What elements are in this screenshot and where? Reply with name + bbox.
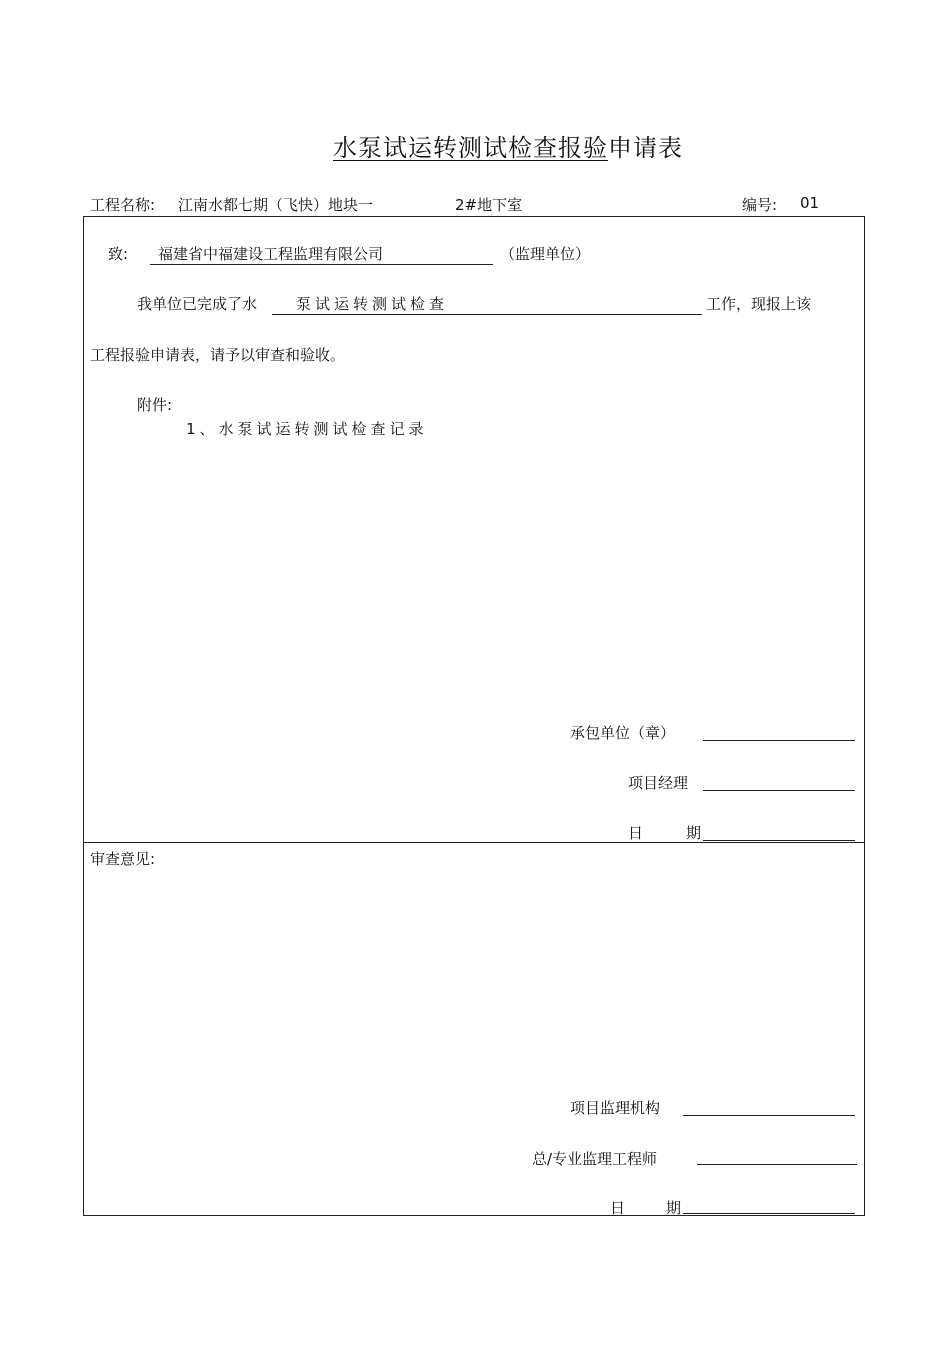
done-suffix: 工作，现报上该 xyxy=(706,295,812,313)
manager-line xyxy=(703,790,855,791)
attach-item: 1、水泵试运转测试检查记录 xyxy=(186,420,428,438)
review-org-label: 项目监理机构 xyxy=(570,1099,661,1117)
review-date-line xyxy=(683,1213,855,1214)
review-engineer-label: 总/专业监理工程师 xyxy=(532,1150,658,1168)
number-label: 编号: xyxy=(742,196,778,214)
manager-label: 项目经理 xyxy=(628,774,689,792)
supervisor-company: 福建省中福建设工程监理有限公司 xyxy=(158,245,384,263)
title-underlined: 水泵试运转测试检查报验 xyxy=(333,134,608,162)
review-engineer-line xyxy=(697,1164,857,1165)
title-rest: 申请表 xyxy=(608,134,683,162)
project-sub: 2#地下室 xyxy=(455,196,523,214)
review-org-line xyxy=(683,1115,855,1116)
page-title xyxy=(0,128,950,163)
contractor-date-label-1: 日 xyxy=(628,824,644,842)
to-label: 致: xyxy=(108,245,129,263)
section-divider xyxy=(83,842,865,843)
done-work: 泵试运转测试检查 xyxy=(296,295,449,313)
project-name: 江南水都七期（飞快）地块一 xyxy=(178,196,374,214)
supervisor-underline xyxy=(150,264,493,265)
contractor-unit-label: 承包单位（章） xyxy=(570,724,676,742)
contractor-unit-line xyxy=(703,740,855,741)
contractor-date-line xyxy=(703,840,855,841)
number-value: 01 xyxy=(800,194,820,212)
request-line: 工程报验申请表，请予以审查和验收。 xyxy=(90,346,346,364)
review-date-label-2: 期 xyxy=(666,1199,682,1217)
project-label: 工程名称: xyxy=(90,196,156,214)
review-date-label-1: 日 xyxy=(610,1199,626,1217)
done-prefix: 我单位已完成了水 xyxy=(137,295,258,313)
done-work-underline xyxy=(272,314,702,315)
form-box xyxy=(83,216,865,1216)
review-opinion-label: 审查意见: xyxy=(90,850,156,868)
attach-label: 附件: xyxy=(137,396,173,414)
contractor-date-label-2: 期 xyxy=(686,824,702,842)
supervisor-suffix: （监理单位） xyxy=(500,245,591,263)
